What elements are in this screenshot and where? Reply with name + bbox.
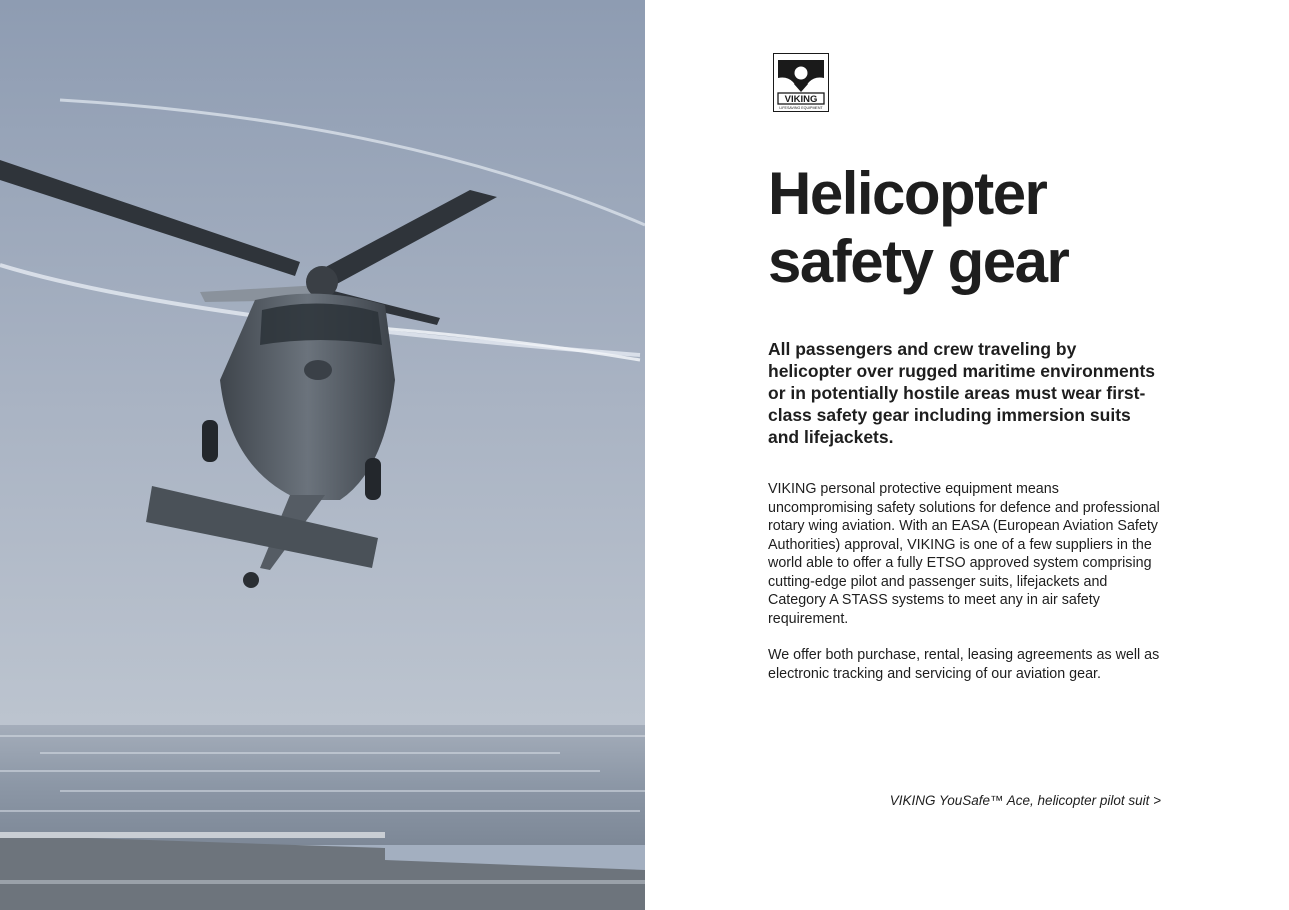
nose-sensor	[304, 360, 332, 380]
logo-emblem-circle	[795, 67, 808, 80]
page-title-line-2: safety gear	[768, 228, 1069, 295]
logo-emblem-point	[794, 84, 808, 92]
tail-wheel	[243, 572, 259, 588]
lead-paragraph: All passengers and crew traveling by helicopter over rugged maritime environments or in potentially hostile areas must wear first-class safety gear including immersion suits and lifejackets.	[768, 339, 1156, 447]
logo-subtext: LIFESAVING EQUIPMENT	[779, 106, 823, 110]
body-paragraph-2: We offer both purchase, rental, leasing agreements as well as electronic tracking and servicing of our aviation gear.	[768, 647, 1160, 682]
page-title-line-1: Helicopter	[768, 160, 1047, 227]
page-title	[768, 160, 1188, 296]
content-panel	[645, 0, 1289, 910]
deck-rail	[0, 832, 385, 838]
sea	[0, 725, 645, 845]
ship-deck	[0, 835, 645, 910]
logo-wordmark: VIKING	[784, 94, 818, 105]
right-wheel	[365, 458, 381, 500]
photo-caption: VIKING YouSafe™ Ace, helicopter pilot suit >	[889, 793, 1161, 808]
body-paragraph-1: VIKING personal protective equipment means uncompromising safety solutions for defence and professional rotary wing aviation. With an EASA (European Aviation Safety Authorities) approval, VIKING is one of a few suppliers in the world able to offer a fully ETSO approved system comprising cutting-edge pilot and passenger suits, lifejackets and Category A STASS systems to meet any in air safety requirement.	[768, 481, 1160, 627]
rotor-hub	[306, 266, 338, 298]
deck-line	[0, 880, 645, 884]
cockpit-window	[260, 303, 382, 345]
viking-logo	[773, 53, 829, 112]
left-wheel	[202, 420, 218, 462]
